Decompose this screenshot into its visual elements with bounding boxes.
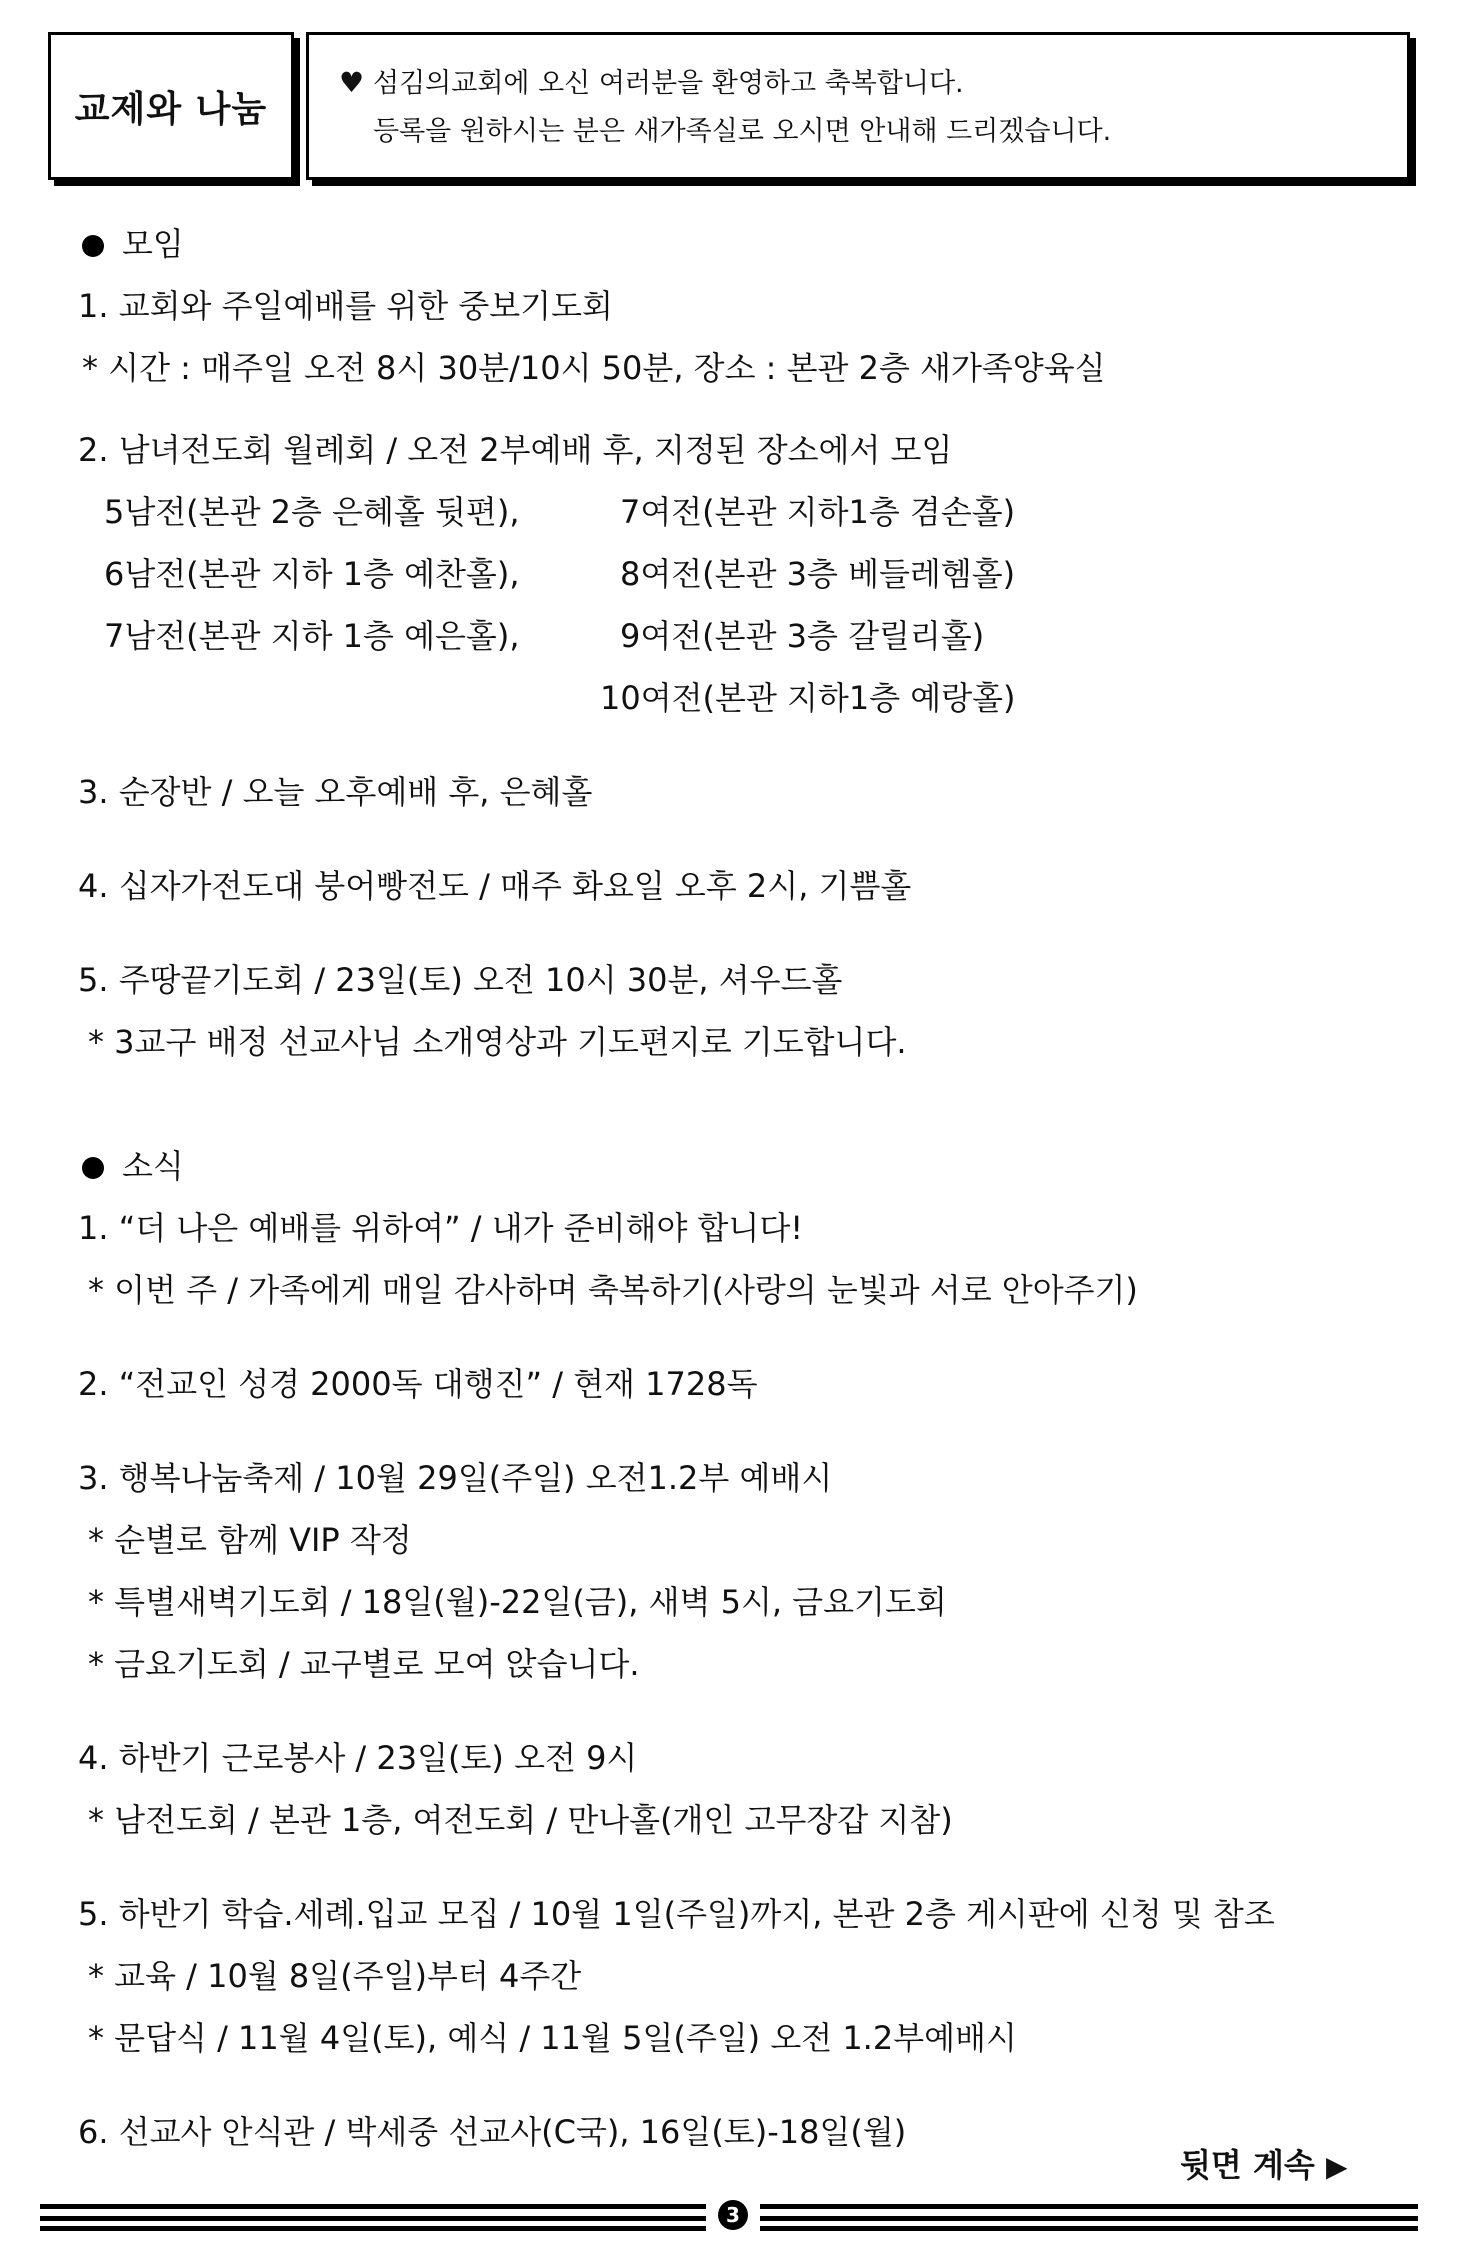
welcome-line-1: ♥ 섬김의교회에 오신 여러분을 환영하고 축복합니다. <box>339 59 1407 108</box>
news-note: * 금요기도회 / 교구별로 모여 앉습니다. <box>88 1645 640 1683</box>
news-note: * 특별새벽기도회 / 18일(월)-22일(금), 새벽 5시, 금요기도회 <box>88 1583 947 1621</box>
news-item: 4. 하반기 근로봉사 / 23일(토) 오전 9시 <box>78 1739 638 1777</box>
meeting-item: 4. 십자가전도대 붕어빵전도 / 매주 화요일 오후 2시, 기쁨홀 <box>78 867 912 905</box>
group-right: 8여전(본관 3층 베들레헴홀) <box>620 555 1016 593</box>
triangle-right-icon: ▶ <box>1325 2150 1348 2183</box>
group-right: 7여전(본관 지하1층 겸손홀) <box>620 493 1016 531</box>
news-heading: 소식 <box>82 1144 184 1188</box>
section-title: 교제와 나눔 <box>74 88 268 130</box>
continue-on-back-link[interactable]: 뒷면 계속 ▶ <box>1180 2146 1348 2184</box>
news-note: * 남전도회 / 본관 1층, 여전도회 / 만나홀(개인 고무장갑 지참) <box>88 1801 953 1839</box>
meeting-note: * 3교구 배정 선교사님 소개영상과 기도편지로 기도합니다. <box>88 1023 907 1061</box>
news-item: 1. “더 나은 예배를 위하여” / 내가 준비해야 합니다! <box>78 1209 804 1247</box>
news-note: * 이번 주 / 가족에게 매일 감사하며 축복하기(사랑의 눈빛과 서로 안아주기) <box>88 1271 1138 1309</box>
bullet-icon <box>82 235 104 257</box>
meeting-item: 2. 남녀전도회 월례회 / 오전 2부예배 후, 지정된 장소에서 모임 <box>78 431 953 469</box>
welcome-box <box>306 32 1410 180</box>
news-item: 2. “전교인 성경 2000독 대행진” / 현재 1728독 <box>78 1365 758 1403</box>
meeting-item: 3. 순장반 / 오늘 오후예배 후, 은혜홀 <box>78 773 593 811</box>
group-right: 9여전(본관 3층 갈릴리홀) <box>620 617 985 655</box>
group-left: 6남전(본관 지하 1층 예찬홀), <box>104 555 520 593</box>
news-item: 5. 하반기 학습.세례.입교 모집 / 10월 1일(주일)까지, 본관 2층 게시판에 신청 및 참조 <box>78 1895 1275 1933</box>
news-note: * 문답식 / 11월 4일(토), 예식 / 11월 5일(주일) 오전 1.2부예배시 <box>88 2019 1017 2057</box>
meeting-note: * 시간 : 매주일 오전 8시 30분/10시 50분, 장소 : 본관 2층 새가족양육실 <box>82 349 1106 387</box>
meeting-item: 5. 주땅끝기도회 / 23일(토) 오전 10시 30분, 셔우드홀 <box>78 961 843 999</box>
section-title-box <box>48 32 294 180</box>
group-left: 5남전(본관 2층 은혜홀 뒷편), <box>104 493 520 531</box>
bullet-icon <box>82 1157 104 1179</box>
news-item: 6. 선교사 안식관 / 박세중 선교사(C국), 16일(토)-18일(월) <box>78 2113 907 2151</box>
group-right: 10여전(본관 지하1층 예랑홀) <box>600 679 1016 717</box>
news-note: * 순별로 함께 VIP 작정 <box>88 1521 412 1559</box>
news-item: 3. 행복나눔축제 / 10월 29일(주일) 오전1.2부 예배시 <box>78 1459 833 1497</box>
meetings-heading: 모임 <box>82 222 184 266</box>
welcome-line-2: 등록을 원하시는 분은 새가족실로 오시면 안내해 드리겠습니다. <box>373 116 1112 147</box>
meeting-item: 1. 교회와 주일예배를 위한 중보기도회 <box>78 287 613 325</box>
page-number: 3 <box>718 2200 748 2230</box>
heart-icon: ♥ <box>339 66 365 99</box>
news-note: * 교육 / 10월 8일(주일)부터 4주간 <box>88 1957 582 1995</box>
group-left: 7남전(본관 지하 1층 예은홀), <box>104 617 520 655</box>
